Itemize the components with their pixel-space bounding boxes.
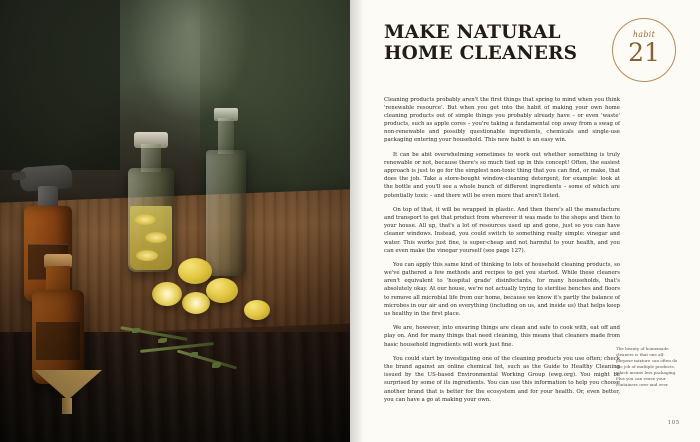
paragraph: On top of that, it will be wrapped in plastic. And then there's all the manufacture and transport to get that product from wherever it was made to the shops and then to your house. All up, that's a lot of resources used up and gone, just so you can have cleaner windows. Instead, you could switch to something really simple: vinegar and water. This works just fine, is super-cheap and not harmful to your health, and you can even make the vinegar yourself (see page 127). (384, 207, 620, 254)
photo-caption: The beauty of homemade cleaners is that one all-purpose mixture can often do the job of multiple products, which means less packaging. Plus you can reuse your containers over and over. (616, 346, 678, 387)
herb-leaf (132, 328, 140, 333)
page-number: 105 (667, 420, 680, 426)
brass-funnel (34, 370, 102, 400)
herb-leaf (158, 338, 167, 343)
lemon (206, 278, 238, 303)
paragraph: You can apply this same kind of thinking to lots of household cleaning products, so we've gathered a few methods and recipes to get you started. While these cleaners aren't equivalent to 'hospital grade' disinfectants, for many households, that's absolutely okay. At our house, we're not actually trying to sterilise benches and floors to remove all microbial life from our home, because we know it's partly the balance of microbes in our air and on everything (including on us, and inside us) that helps keep us healthy in the first place. (384, 262, 620, 317)
jar-lemon-slice (136, 250, 158, 261)
jar-lemon-slice (145, 232, 167, 243)
text-page (350, 0, 700, 442)
lemon-half (152, 282, 182, 306)
habit-badge (612, 18, 676, 82)
herb-leaf (190, 352, 198, 357)
paragraph: You could start by investigating one of the cleaning products you use often; check the brand against an online chemical list, such as the Guide to Healthy Cleaning issued by the US-based Environmental Working Group (ewg.org). You might be surprised by some of its ingredients. You can use this information to help you choose another brand that is better for the ecosystem and for your health. Or, even better, you can have a go at making your own. (384, 356, 620, 403)
funnel-stem (62, 398, 72, 414)
habit-badge-number: 21 (628, 38, 660, 67)
wall-left (0, 0, 120, 170)
lemon-half (182, 292, 210, 314)
gutter-shadow (350, 0, 364, 442)
lemon (178, 258, 212, 284)
jar-lemon-slice (134, 214, 156, 225)
habit-badge-label: habit (632, 30, 656, 39)
lemon (244, 300, 270, 320)
body-text-column (384, 96, 620, 410)
clear-glass-bottle (206, 150, 246, 276)
bottle-neck (218, 118, 234, 154)
spray-nozzle (12, 171, 27, 180)
amber-bottle-label (36, 322, 80, 360)
paragraph: We are, however, into ensuring things are clean and safe to cook with, eat off and play on. And for many things that need cleaning, this means that cleaners made from basic household ingredients will work just fine. (384, 325, 620, 348)
herb-leaf (212, 362, 221, 368)
paragraph: It can be abit overwhelming sometimes to work out whether something is truly renewable or not, because there's so much tied up in this concept! Often, the easiest approach is just to go for the simplest non-toxic thing that you can find, or make, that does the job. Take a store-bought window-cleaning detergent, for example: look at the bottle and you'll see a whole bunch of different ingredients – some of which are potentially toxic – and there will be even more that aren't listed. (384, 152, 620, 199)
paragraph: Cleaning products probably aren't the first things that spring to mind when you think 'renewable resource'. But when you get into the habit of making your own home cleaning products out of simple things you probably already have – or even 'waste' products, such as apple cores – you're taking a fundamental cop away from a swag of non-renewable and possibly questionable ingredients, chemicals and single-use packaging entering your household. This new habit is an easy win. (384, 97, 620, 144)
page-title: MAKE NATURAL HOME CLEANERS (384, 22, 578, 64)
window-light (130, 0, 250, 120)
